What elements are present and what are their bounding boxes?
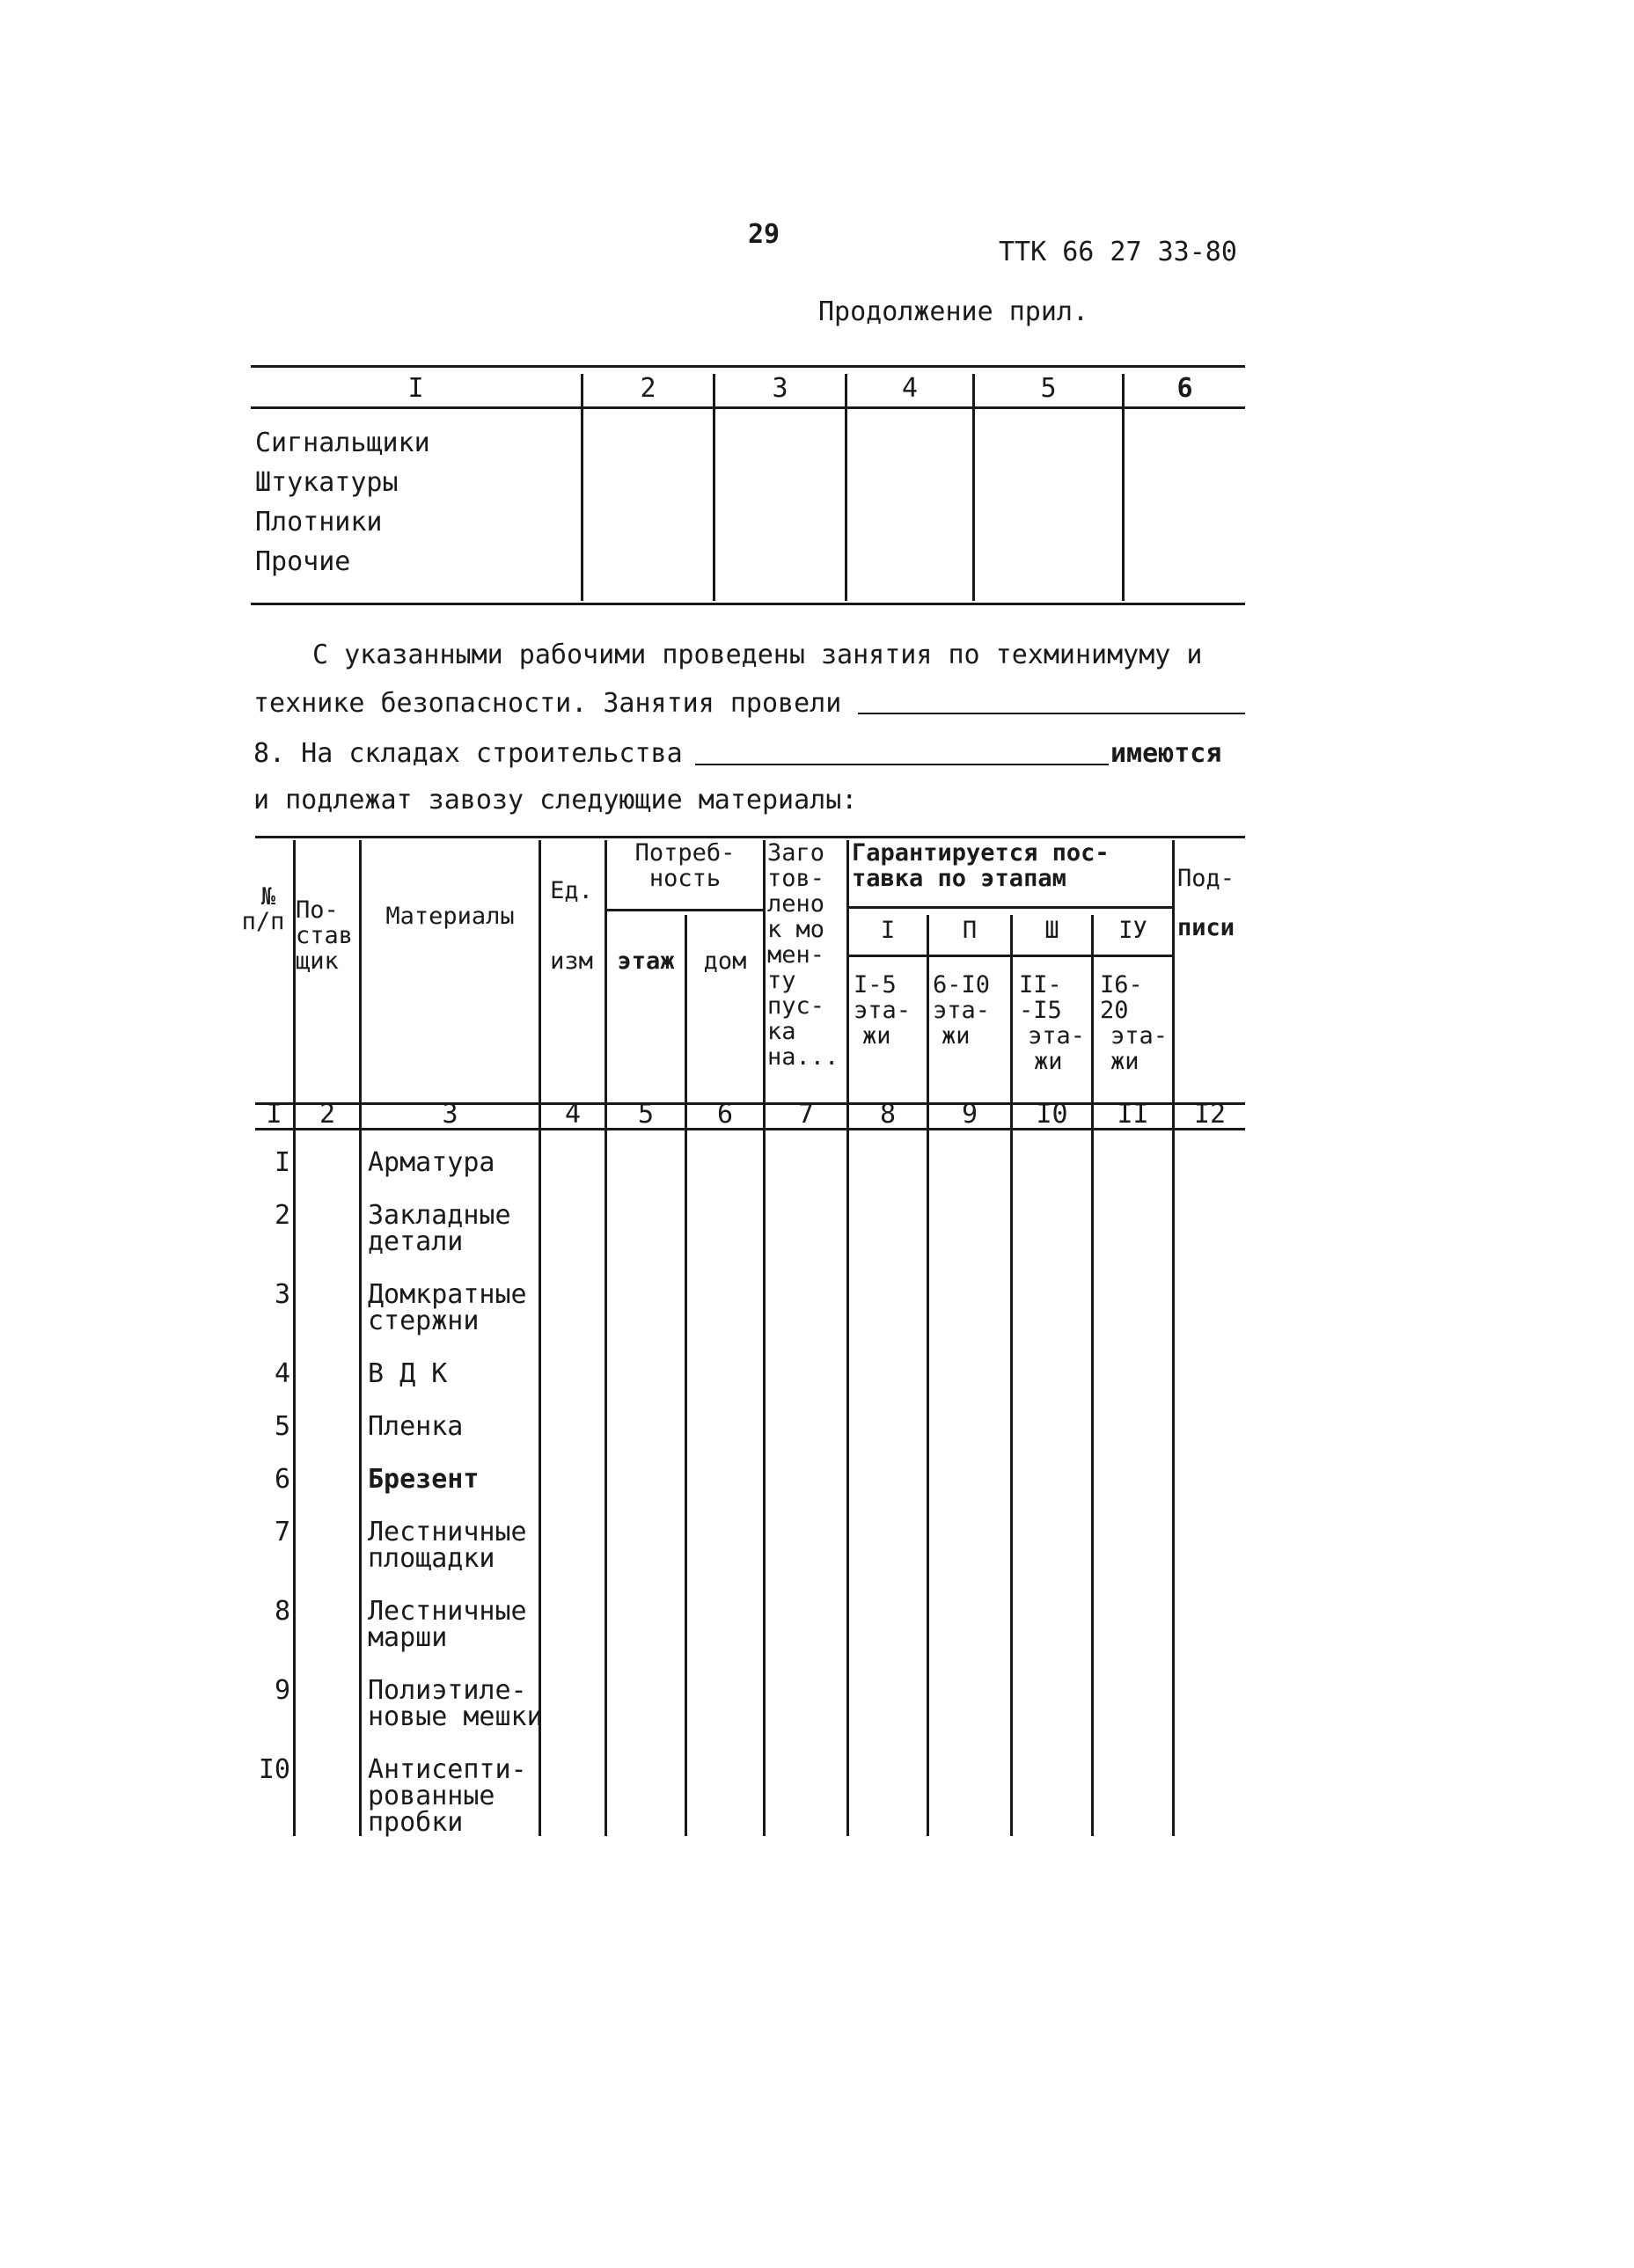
- row-number: 6: [274, 1464, 290, 1495]
- header-need-house: дом: [703, 947, 747, 975]
- header-stage-floors: жи: [1034, 1048, 1063, 1075]
- column-number: II: [1117, 1099, 1149, 1130]
- header-need-floor: этаж: [617, 947, 675, 975]
- header-stage: Ш: [1044, 917, 1059, 944]
- header-stage-floors: эта-: [933, 997, 991, 1024]
- header-stage: П: [962, 917, 978, 944]
- header-prepared: лено: [767, 890, 825, 918]
- column-number: 8: [879, 1099, 897, 1130]
- table1-col-header: 5: [1040, 373, 1057, 404]
- row-material: пробки: [368, 1807, 464, 1838]
- row-number: 9: [274, 1675, 290, 1706]
- column-number: 7: [797, 1099, 815, 1130]
- row-number: I0: [258, 1754, 290, 1785]
- row-number: 4: [274, 1358, 290, 1389]
- row-material: Закладные: [368, 1200, 511, 1231]
- table1-col-header: 6: [1176, 373, 1193, 404]
- header-stage-floors: жи: [862, 1022, 891, 1050]
- row-material: детали: [368, 1226, 464, 1257]
- header-materials: Материалы: [385, 903, 515, 930]
- table1-row-label: Сигнальщики: [255, 428, 430, 458]
- header-stage-floors: II-: [1019, 971, 1062, 999]
- header-prepared: тов-: [767, 865, 825, 892]
- header-prepared: ту: [767, 967, 796, 994]
- row-material: рованные: [368, 1781, 495, 1811]
- document-code: ТТК 66 27 33-80: [999, 237, 1237, 267]
- column-number: 9: [961, 1099, 978, 1130]
- continuation-label: Продолжение прил.: [818, 296, 1089, 327]
- header-unit: Ед.: [550, 877, 593, 904]
- header-prepared: к мо: [767, 916, 825, 943]
- table1-col-header: I: [407, 373, 424, 404]
- row-material: новые мешки: [368, 1701, 543, 1732]
- header-stage-floors: I6-: [1100, 971, 1143, 999]
- paragraph-line: С указанными рабочими проведены занятия по техминимуму и: [312, 640, 1203, 670]
- header-supplier: По-: [296, 896, 339, 924]
- header-stage-floors: эта-: [854, 997, 912, 1024]
- header-unit: изм: [550, 947, 593, 975]
- paragraph-line: технике безопасности. Занятия провели: [253, 688, 842, 719]
- header-supplier: став: [296, 922, 354, 949]
- row-material: стержни: [368, 1306, 480, 1336]
- header-stage-floors: эта-: [1110, 1022, 1169, 1050]
- row-number: I: [274, 1147, 290, 1178]
- header-stage-floors: эта-: [1028, 1022, 1086, 1050]
- row-material: Брезент: [368, 1464, 480, 1495]
- row-material: марши: [368, 1622, 448, 1653]
- paragraph-line: имеются: [1110, 738, 1222, 769]
- column-number: 6: [716, 1099, 734, 1130]
- table1-row-label: Штукатуры: [255, 467, 399, 498]
- header-stage-floors: 6-I0: [933, 971, 991, 999]
- row-number: 8: [274, 1596, 290, 1627]
- page-number: 29: [748, 219, 780, 250]
- row-material: В Д К: [368, 1358, 448, 1389]
- row-number: 5: [274, 1411, 290, 1442]
- header-num: п/п: [241, 908, 285, 935]
- column-number: 5: [637, 1099, 655, 1130]
- header-supplier: щик: [296, 947, 339, 975]
- header-stage-floors: -I5: [1019, 997, 1062, 1024]
- table1-col-header: 4: [901, 373, 919, 404]
- header-stage-floors: жи: [1110, 1048, 1139, 1075]
- header-guaranteed: тавка по этапам: [852, 865, 1066, 892]
- table1-col-header: 2: [640, 373, 656, 404]
- header-prepared: мен-: [767, 941, 825, 969]
- column-number: 4: [564, 1099, 582, 1130]
- column-number: I0: [1036, 1099, 1068, 1130]
- row-number: 3: [274, 1279, 290, 1310]
- header-signatures: писи: [1177, 914, 1235, 941]
- header-prepared: ка: [767, 1018, 796, 1045]
- column-number: 2: [319, 1099, 336, 1130]
- warehouse-blank-line[interactable]: [695, 764, 1109, 765]
- row-material: Пленка: [368, 1411, 464, 1442]
- header-stage: I: [880, 917, 896, 944]
- table1-row-label: Плотники: [255, 507, 383, 538]
- column-number: I2: [1193, 1099, 1227, 1130]
- row-number: 7: [274, 1517, 290, 1547]
- row-material: Лестничные: [368, 1596, 527, 1627]
- row-material: Антисепти-: [368, 1754, 527, 1785]
- header-stage-floors: I-5: [854, 971, 897, 999]
- instructor-blank-line[interactable]: [858, 713, 1245, 714]
- table1-col-header: 3: [772, 373, 788, 404]
- header-prepared: Заго: [767, 839, 825, 867]
- header-prepared: на...: [767, 1043, 839, 1071]
- row-material: Домкратные: [368, 1279, 527, 1310]
- row-material: Полиэтиле-: [368, 1675, 527, 1706]
- header-prepared: пус-: [767, 992, 825, 1020]
- header-need: ность: [648, 865, 722, 892]
- row-material: Арматура: [368, 1147, 495, 1178]
- header-stage-floors: жи: [942, 1022, 971, 1050]
- table1-row-label: Прочие: [255, 546, 351, 577]
- paragraph-line: и подлежат завозу следующие материалы:: [253, 785, 858, 816]
- header-need: Потреб-: [634, 839, 736, 867]
- row-number: 2: [274, 1200, 290, 1231]
- column-number: I: [266, 1099, 282, 1130]
- column-number: 3: [442, 1099, 458, 1130]
- header-num: №: [260, 883, 276, 911]
- row-material: Лестничные: [368, 1517, 527, 1547]
- header-stage: IУ: [1118, 917, 1147, 944]
- header-signatures: Под-: [1177, 865, 1235, 892]
- paragraph-line: 8. На складах строительства: [253, 738, 683, 769]
- header-stage-floors: 20: [1100, 997, 1129, 1024]
- header-guaranteed: Гарантируется пос-: [852, 839, 1110, 867]
- row-material: площадки: [368, 1543, 495, 1574]
